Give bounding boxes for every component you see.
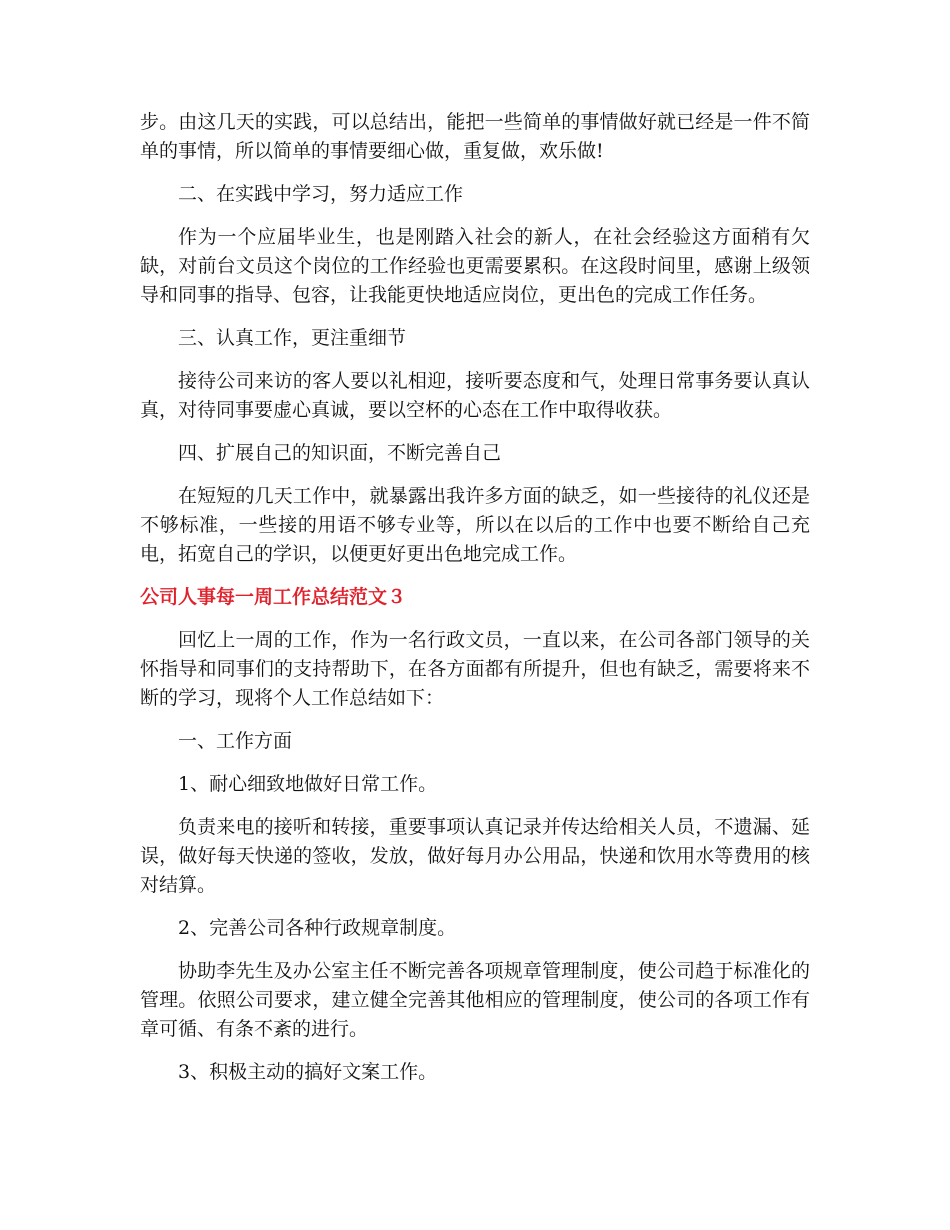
subheading-work-aspects: 一、工作方面: [178, 730, 293, 752]
subheading-expand-knowledge: 四、扩展自己的知识面，不断完善自己: [178, 442, 502, 464]
item-copywriting: 3、积极主动的搞好文案工作。: [178, 1061, 438, 1083]
item-regulations: 2、完善公司各种行政规章制度。: [178, 917, 457, 939]
subheading-attention-to-detail: 三、认真工作，更注重细节: [178, 327, 407, 349]
paragraph-self-improvement: 在短短的几天工作中，就暴露出我许多方面的缺乏，如一些接待的礼仪还是不够标准，一些接的用语不够专业等，所以在以后的工作中也要不断给自己充电，拓宽自己的学识，以便更好更出色地完成工作。: [140, 485, 810, 565]
paragraph-week-review: 回忆上一周的工作，作为一名行政文员，一直以来，在公司各部门领导的关怀指导和同事们的支持帮助下，在各方面都有所提升，但也有缺乏，需要将来不断的学习，现将个人工作总结如下：: [140, 629, 810, 709]
section-heading: 公司人事每一周工作总结范文３: [140, 586, 407, 608]
paragraph-phone-and-delivery: 负责来电的接听和转接，重要事项认真记录并传达给相关人员，不遗漏、延误，做好每天快递的签收，发放，做好每月办公用品，快递和饮用水等费用的核对结算。: [140, 816, 810, 896]
paragraph-reception-duties: 接待公司来访的客人要以礼相迎，接听要态度和气，处理日常事务要认真认真，对待同事要虚心真诚，要以空杯的心态在工作中取得收获。: [140, 370, 810, 421]
subheading-learning-in-practice: 二、在实践中学习，努力适应工作: [178, 183, 464, 205]
paragraph-management-system: 协助李先生及办公室主任不断完善各项规章管理制度，使公司趋于标准化的管理。依照公司要求，建立健全完善其他相应的管理制度，使公司的各项工作有章可循、有条不紊的进行。: [140, 960, 810, 1040]
paragraph-graduate-experience: 作为一个应届毕业生，也是刚踏入社会的新人，在社会经验这方面稍有欠缺，对前台文员这个岗位的工作经验也更需要累积。在这段时间里，感谢上级领导和同事的指导、包容，让我能更快地适应岗位，更出色的完成工作任务。: [140, 226, 810, 306]
document-page: [140, 108, 810, 1087]
item-daily-work: 1、耐心细致地做好日常工作。: [178, 773, 438, 795]
paragraph-continued: 步。由这几天的实践，可以总结出，能把一些简单的事情做好就已经是一件不简单的事情，所以简单的事情要细心做，重复做，欢乐做!: [140, 111, 810, 162]
